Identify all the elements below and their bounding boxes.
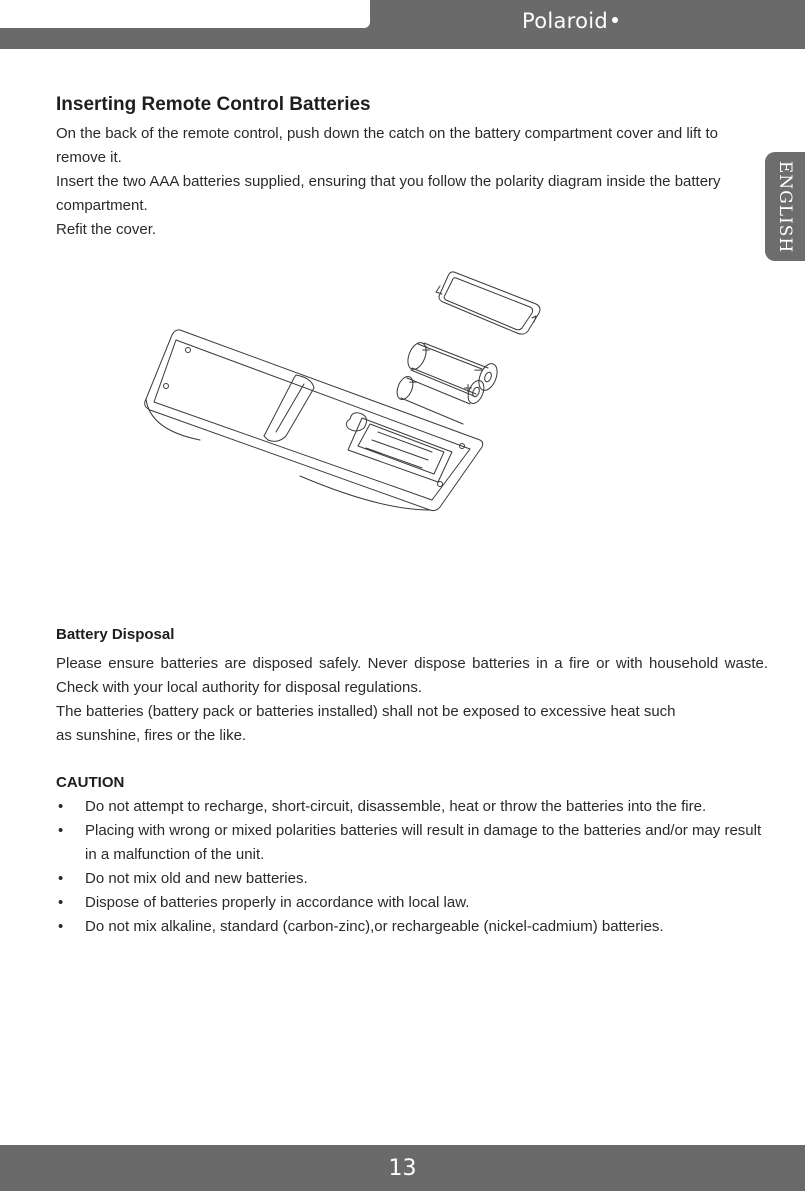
bullet-icon: •	[58, 870, 64, 887]
battery-disposal-title: Battery Disposal	[56, 626, 175, 643]
battery-cover-illustration	[436, 272, 540, 334]
disposal-paragraph: Please ensure batteries are disposed safely. Never dispose batteries in a fire or with household waste. Check with your local authority for disposal regulations.	[56, 655, 768, 696]
caution-title: CAUTION	[56, 774, 125, 791]
heat-warning-line-1: The batteries (battery pack or batteries installed) shall not be exposed to excessive heat such	[56, 703, 676, 720]
brand-name: Polaroid	[522, 9, 609, 33]
instruction-insert-batteries: Insert the two AAA batteries supplied, ensuring that you follow the polarity diagram inside the battery compartment.	[56, 173, 721, 214]
plus-mark-top: +	[420, 343, 432, 357]
remote-control-illustration	[145, 330, 483, 511]
caution-item	[56, 819, 768, 867]
caution-item-text: Placing with wrong or mixed polarities batteries will result in damage to the batteries and/or may result in a malfunction of the unit.	[85, 822, 762, 863]
caution-item	[56, 867, 768, 891]
language-label: ENGLISH	[775, 160, 795, 253]
caution-item-text: Dispose of batteries properly in accordance with local law.	[85, 894, 470, 911]
caution-item	[56, 891, 768, 915]
polarity-marks	[408, 343, 483, 395]
footer-bar	[0, 1145, 805, 1191]
caution-list	[56, 795, 768, 939]
brand-logo	[522, 9, 618, 33]
caution-item-text: Do not mix old and new batteries.	[85, 870, 308, 887]
heat-warning-line-2: as sunshine, fires or the like.	[56, 727, 247, 744]
instruction-refit-cover: Refit the cover.	[56, 221, 157, 238]
header-tab	[0, 0, 370, 28]
section-title: Inserting Remote Control Batteries	[56, 94, 371, 115]
minus-mark-bottom: −	[407, 375, 419, 389]
bullet-icon: •	[58, 894, 64, 911]
header-bar	[0, 0, 805, 49]
instruction-remove-cover: On the back of the remote control, push down the catch on the battery compartment cover and lift to remove it.	[56, 125, 719, 166]
minus-mark-top: −	[472, 363, 484, 377]
language-tab	[765, 152, 805, 261]
remote-battery-illustration	[140, 265, 550, 525]
bullet-icon: •	[58, 798, 64, 815]
brand-dot-icon	[612, 17, 618, 23]
caution-item-text: Do not attempt to recharge, short-circuit, disassemble, heat or throw the batteries into the fire.	[85, 798, 707, 815]
page-number: 13	[388, 1156, 417, 1181]
caution-item-text: Do not mix alkaline, standard (carbon-zinc),or rechargeable (nickel-cadmium) batteries.	[85, 918, 664, 935]
bullet-icon: •	[58, 822, 64, 839]
caution-item	[56, 795, 768, 819]
caution-item	[56, 915, 768, 939]
bullet-icon: •	[58, 918, 64, 935]
plus-mark-bottom: +	[462, 381, 474, 395]
